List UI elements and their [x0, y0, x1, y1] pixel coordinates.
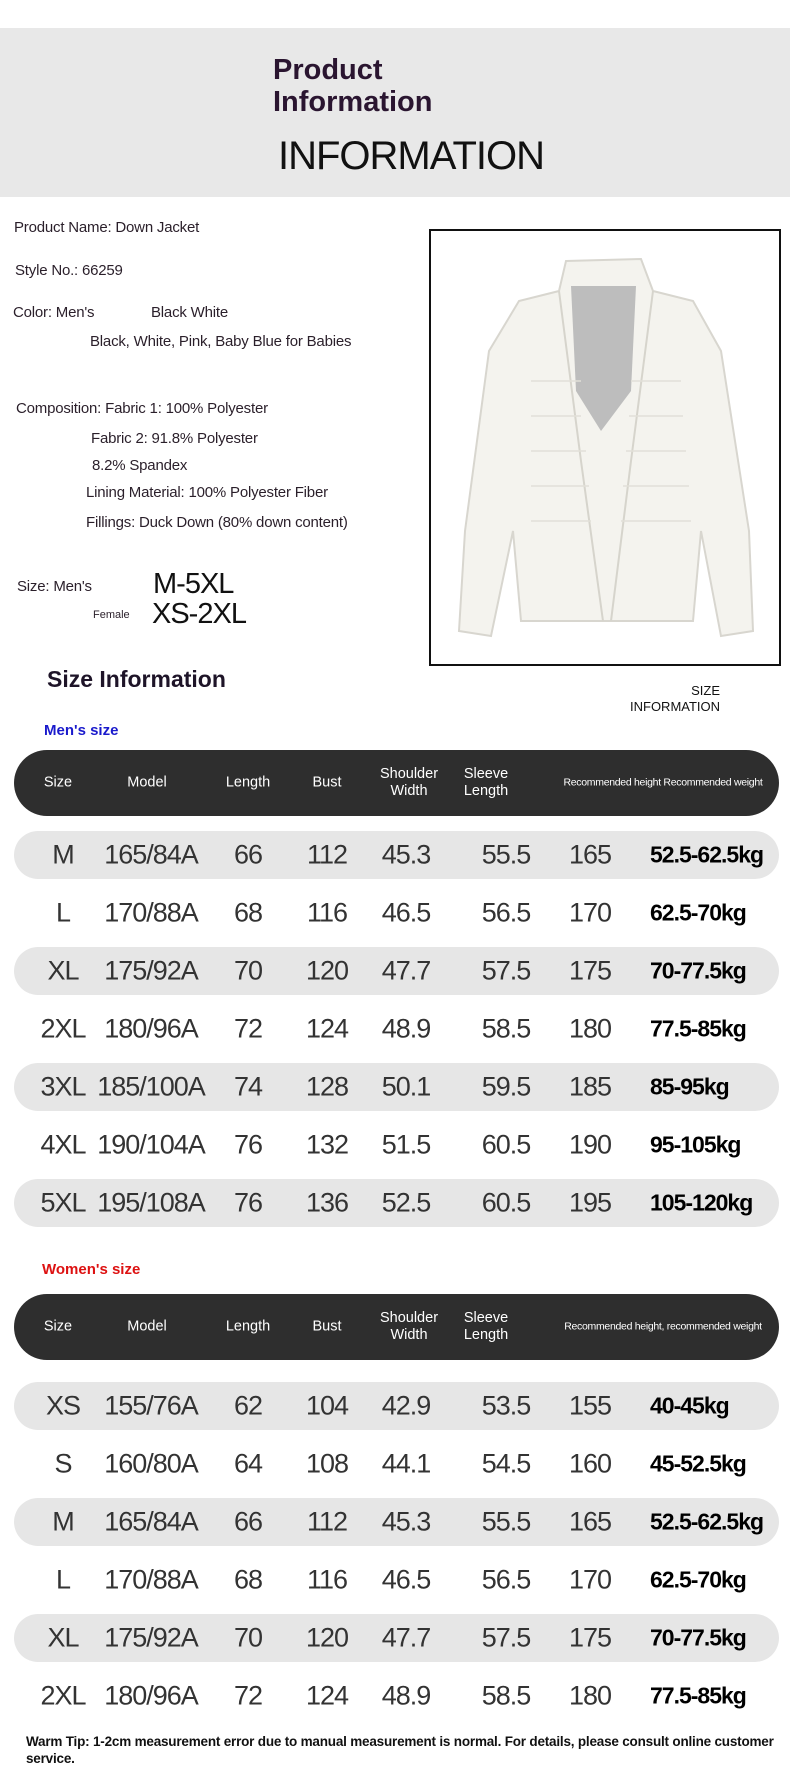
cell-model: 175/92A: [104, 1622, 198, 1653]
jacket-illustration: [431, 231, 779, 664]
cell-length: 68: [233, 897, 263, 928]
cell-shoulder-width: 52.5: [381, 1187, 431, 1218]
cell-size: 5XL: [40, 1187, 86, 1218]
header-size: Size: [43, 1318, 73, 1335]
mens-size-label: Men's size: [44, 722, 119, 739]
cell-shoulder-width: 50.1: [381, 1071, 431, 1102]
cell-recommended-weight: 70-77.5kg: [650, 957, 746, 984]
header-size: Size: [43, 774, 73, 791]
cell-recommended-height: 190: [568, 1129, 612, 1160]
cell-model: 165/84A: [104, 1506, 198, 1537]
table-row: [14, 1121, 779, 1169]
cell-shoulder-width: 47.7: [381, 955, 431, 986]
cell-size: XL: [47, 955, 79, 986]
style-number: Style No.: 66259: [15, 262, 123, 279]
table-row: [14, 1672, 779, 1720]
cell-length: 66: [233, 1506, 263, 1537]
womens-table-header: [14, 1294, 779, 1360]
header-shoulder-width: Shoulder Width: [379, 766, 439, 799]
womens-size-label: Women's size: [42, 1261, 141, 1278]
cell-model: 195/108A: [97, 1187, 205, 1218]
header-model: Model: [127, 1318, 167, 1335]
cell-size: S: [54, 1448, 72, 1479]
cell-model: 175/92A: [104, 955, 198, 986]
cell-sleeve-length: 55.5: [481, 1506, 531, 1537]
cell-length: 66: [233, 839, 263, 870]
cell-model: 190/104A: [97, 1129, 205, 1160]
cell-shoulder-width: 45.3: [381, 1506, 431, 1537]
side-label-line-1: SIZE: [691, 683, 721, 698]
header-bust: Bust: [312, 774, 342, 791]
color-other: Black, White, Pink, Baby Blue for Babies: [90, 333, 352, 350]
cell-size: XS: [45, 1390, 81, 1421]
cell-recommended-weight: 62.5-70kg: [650, 899, 746, 926]
cell-length: 72: [233, 1013, 263, 1044]
female-label: Female: [93, 609, 130, 621]
cell-recommended-height: 165: [568, 839, 612, 870]
cell-model: 170/88A: [104, 897, 198, 928]
cell-size: XL: [47, 1622, 79, 1653]
cell-bust: 116: [306, 1564, 348, 1595]
lining: Lining Material: 100% Polyester Fiber: [86, 484, 328, 501]
table-row: [14, 1498, 779, 1546]
table-row: [14, 1440, 779, 1488]
cell-bust: 104: [305, 1390, 349, 1421]
spandex: 8.2% Spandex: [92, 457, 188, 474]
cell-sleeve-length: 57.5: [481, 955, 531, 986]
cell-length: 70: [233, 1622, 263, 1653]
cell-model: 180/96A: [104, 1680, 198, 1711]
cell-shoulder-width: 47.7: [381, 1622, 431, 1653]
cell-recommended-weight: 40-45kg: [650, 1392, 729, 1419]
cell-sleeve-length: 54.5: [481, 1448, 531, 1479]
cell-recommended-height: 180: [568, 1013, 612, 1044]
cell-recommended-height: 155: [568, 1390, 612, 1421]
cell-bust: 128: [305, 1071, 349, 1102]
header-recommended-height: Recommended height, recommended weight: [564, 1320, 762, 1333]
cell-size: M: [52, 839, 74, 870]
cell-bust: 136: [305, 1187, 349, 1218]
fillings: Fillings: Duck Down (80% down content): [86, 514, 348, 531]
composition: Composition: Fabric 1: 100% Polyester: [16, 400, 268, 417]
page-subtitle: INFORMATION: [278, 134, 545, 178]
cell-bust: 120: [305, 955, 349, 986]
size-info-title: Size Information: [47, 666, 226, 692]
table-row: [14, 1005, 779, 1053]
table-row: [14, 1179, 779, 1227]
cell-length: 64: [233, 1448, 263, 1479]
cell-length: 72: [233, 1680, 263, 1711]
color-label: Color: Men's: [13, 304, 95, 321]
cell-size: L: [55, 897, 71, 928]
cell-bust: 124: [305, 1680, 349, 1711]
warm-tip: Warm Tip: 1-2cm measurement error due to manual measurement is normal. For details, please consult online customer service.: [26, 1734, 774, 1766]
cell-shoulder-width: 48.9: [381, 1013, 431, 1044]
cell-sleeve-length: 60.5: [481, 1187, 531, 1218]
table-row: [14, 1382, 779, 1430]
cell-shoulder-width: 44.1: [381, 1448, 431, 1479]
cell-sleeve-length: 56.5: [481, 1564, 531, 1595]
cell-recommended-height: 175: [568, 955, 612, 986]
table-row: [14, 1614, 779, 1662]
cell-bust: 132: [305, 1129, 349, 1160]
header-length: Length: [225, 774, 271, 791]
size-men-range: M-5XL: [153, 568, 234, 600]
cell-size: 2XL: [40, 1680, 86, 1711]
cell-sleeve-length: 60.5: [481, 1129, 531, 1160]
table-row: [14, 1063, 779, 1111]
cell-recommended-height: 170: [568, 1564, 612, 1595]
cell-recommended-weight: 52.5-62.5kg: [650, 1508, 764, 1535]
cell-recommended-weight: 77.5-85kg: [650, 1015, 746, 1042]
cell-recommended-height: 170: [568, 897, 612, 928]
cell-model: 155/76A: [104, 1390, 198, 1421]
color-men: Black White: [151, 304, 228, 321]
table-row: [14, 831, 779, 879]
cell-model: 180/96A: [104, 1013, 198, 1044]
cell-recommended-height: 175: [568, 1622, 612, 1653]
cell-length: 70: [233, 955, 263, 986]
cell-length: 76: [233, 1187, 263, 1218]
cell-sleeve-length: 55.5: [481, 839, 531, 870]
cell-shoulder-width: 48.9: [381, 1680, 431, 1711]
cell-bust: 124: [305, 1013, 349, 1044]
table-row: [14, 889, 779, 937]
header-bust: Bust: [312, 1318, 342, 1335]
size-female-range: XS-2XL: [152, 598, 246, 630]
cell-shoulder-width: 45.3: [381, 839, 431, 870]
fabric-2: Fabric 2: 91.8% Polyester: [91, 430, 258, 447]
side-label-line-2: INFORMATION: [630, 699, 721, 714]
cell-sleeve-length: 56.5: [481, 897, 531, 928]
cell-length: 62: [233, 1390, 263, 1421]
product-name: Product Name: Down Jacket: [14, 219, 200, 236]
header-sleeve-length: Sleeve Length: [463, 766, 509, 799]
cell-size: 4XL: [40, 1129, 86, 1160]
cell-recommended-weight: 77.5-85kg: [650, 1682, 746, 1709]
cell-bust: 108: [305, 1448, 349, 1479]
cell-bust: 120: [305, 1622, 349, 1653]
cell-model: 160/80A: [104, 1448, 198, 1479]
cell-recommended-weight: 105-120kg: [650, 1189, 753, 1216]
cell-recommended-weight: 62.5-70kg: [650, 1566, 746, 1593]
cell-recommended-weight: 52.5-62.5kg: [650, 841, 764, 868]
cell-recommended-weight: 85-95kg: [650, 1073, 729, 1100]
cell-shoulder-width: 42.9: [381, 1390, 431, 1421]
header-length: Length: [225, 1318, 271, 1335]
cell-recommended-height: 165: [568, 1506, 612, 1537]
cell-recommended-height: 195: [568, 1187, 612, 1218]
cell-sleeve-length: 58.5: [481, 1680, 531, 1711]
mens-table-header: [14, 750, 779, 816]
cell-recommended-weight: 70-77.5kg: [650, 1624, 746, 1651]
cell-recommended-height: 160: [568, 1448, 612, 1479]
header-shoulder-width: Shoulder Width: [379, 1310, 439, 1343]
cell-recommended-height: 180: [568, 1680, 612, 1711]
size-info-side-label: [630, 683, 720, 715]
cell-recommended-height: 185: [568, 1071, 612, 1102]
cell-shoulder-width: 46.5: [381, 1564, 431, 1595]
cell-recommended-weight: 45-52.5kg: [650, 1450, 746, 1477]
cell-bust: 112: [306, 1506, 348, 1537]
cell-model: 170/88A: [104, 1564, 198, 1595]
cell-size: 3XL: [40, 1071, 86, 1102]
table-row: [14, 1556, 779, 1604]
cell-sleeve-length: 57.5: [481, 1622, 531, 1653]
cell-size: 2XL: [40, 1013, 86, 1044]
header-recommended-height: Recommended height Recommended weight: [563, 776, 763, 789]
cell-model: 165/84A: [104, 839, 198, 870]
product-image: [429, 229, 781, 666]
table-row: [14, 947, 779, 995]
cell-sleeve-length: 58.5: [481, 1013, 531, 1044]
cell-shoulder-width: 46.5: [381, 897, 431, 928]
cell-sleeve-length: 53.5: [481, 1390, 531, 1421]
cell-bust: 112: [306, 839, 348, 870]
cell-length: 68: [233, 1564, 263, 1595]
cell-bust: 116: [306, 897, 348, 928]
cell-shoulder-width: 51.5: [381, 1129, 431, 1160]
size-label: Size: Men's: [17, 578, 92, 595]
cell-model: 185/100A: [97, 1071, 205, 1102]
cell-recommended-weight: 95-105kg: [650, 1131, 741, 1158]
header-model: Model: [127, 774, 167, 791]
cell-sleeve-length: 59.5: [481, 1071, 531, 1102]
page-title: Product Information: [273, 54, 433, 118]
cell-size: M: [52, 1506, 74, 1537]
cell-size: L: [55, 1564, 71, 1595]
cell-length: 74: [233, 1071, 263, 1102]
header-sleeve-length: Sleeve Length: [463, 1310, 509, 1343]
cell-length: 76: [233, 1129, 263, 1160]
